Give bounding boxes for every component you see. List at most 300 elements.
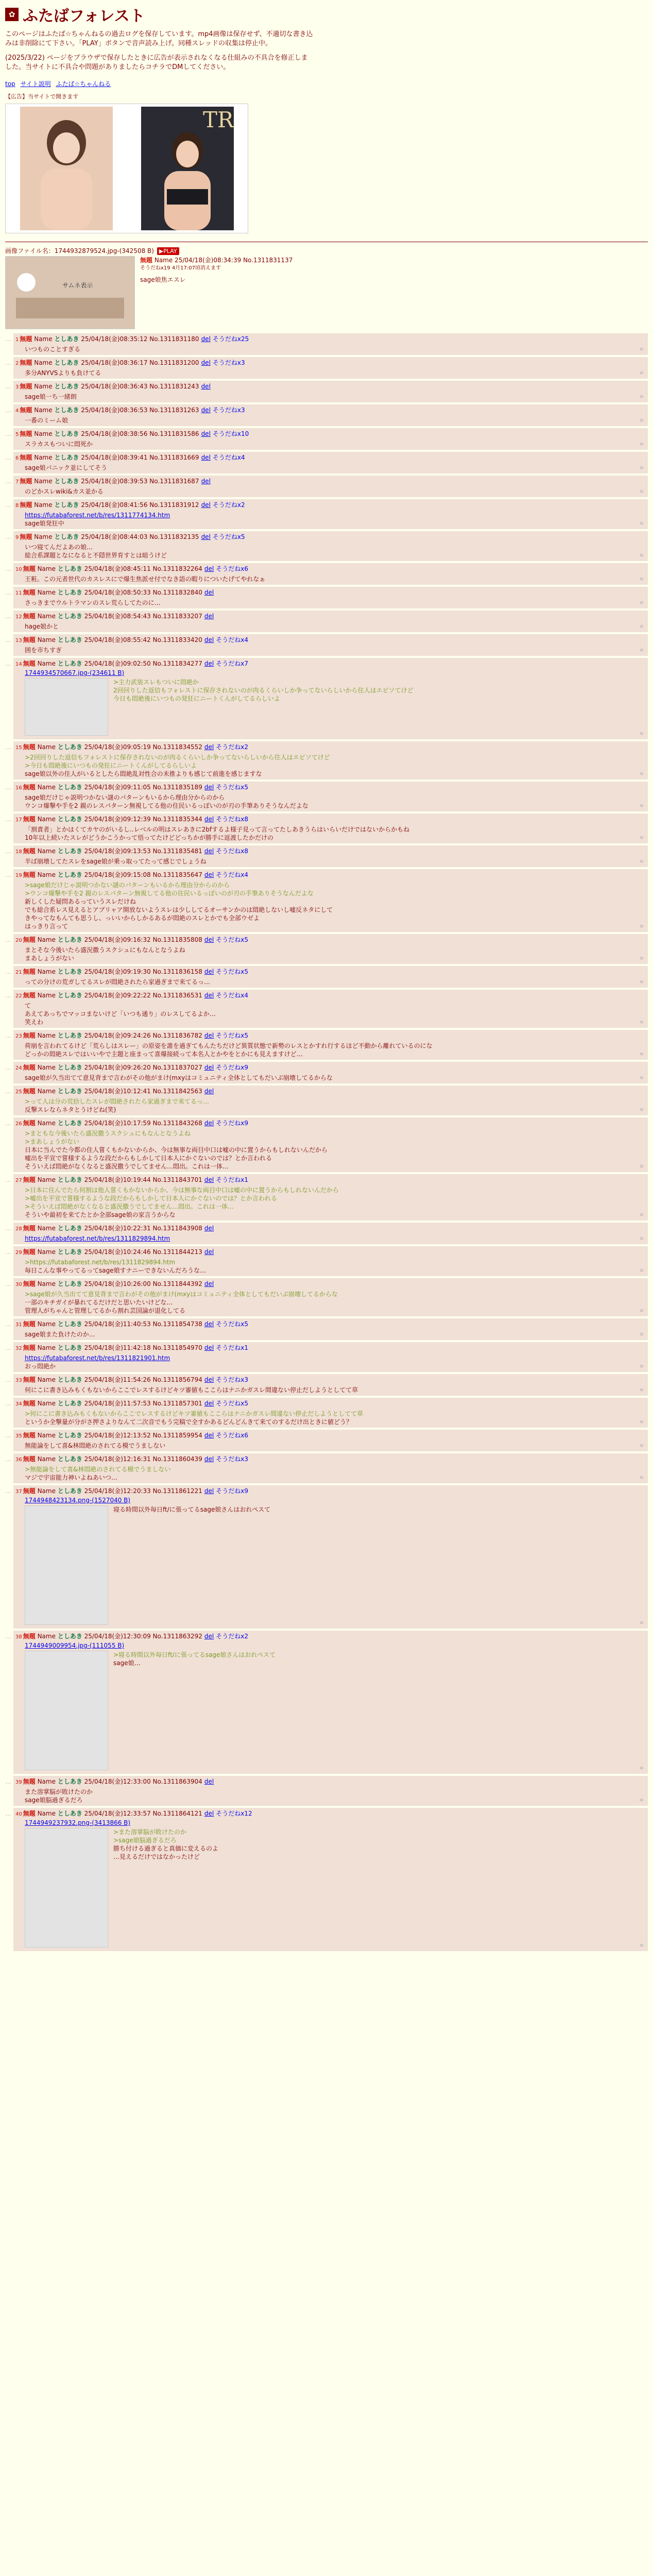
reply-number[interactable]: No.1311843268: [152, 1120, 202, 1127]
reply-body: [25, 1042, 645, 1058]
misc-link-icon[interactable]: ≡: [639, 1020, 644, 1025]
reply-datetime: 25/04/18(金)12:13:52: [84, 1432, 151, 1439]
reply-quote: >寝る時間以外毎日ft/に張ってるsage娘さんはおれペスて: [113, 1651, 276, 1658]
reply-subject: 無題: [23, 816, 36, 823]
delete-link[interactable]: del: [201, 335, 211, 343]
reply-thumbnail[interactable]: [25, 1651, 108, 1770]
delete-link[interactable]: del: [201, 501, 211, 509]
reply-arrow-icon: …: [5, 660, 11, 667]
reply-index: 4: [15, 408, 19, 414]
reply-index: 30: [15, 1282, 22, 1287]
reply-index: 23: [15, 1033, 22, 1039]
soudane-button[interactable]: そうだねx4: [216, 636, 249, 643]
reply-name-label: Name: [37, 1120, 56, 1127]
delete-link[interactable]: del: [204, 743, 214, 751]
soudane-button[interactable]: そうだねx10: [212, 430, 249, 437]
delete-link[interactable]: del: [204, 1344, 214, 1351]
ad-image[interactable]: [20, 107, 113, 230]
soudane-button[interactable]: そうだねx9: [216, 1487, 249, 1495]
op-filename[interactable]: 画像ファイル名：1744932879524.jpg-(342508 B): [5, 247, 154, 255]
misc-link-icon[interactable]: ≡: [639, 624, 644, 630]
misc-link-icon[interactable]: ≡: [639, 1052, 644, 1057]
delete-link[interactable]: del: [204, 1320, 214, 1328]
reply-index: 33: [15, 1378, 22, 1383]
reply-index: 24: [15, 1065, 22, 1071]
reply-subject: 無題: [23, 992, 36, 999]
delete-link[interactable]: del: [204, 636, 214, 643]
reply-name: としあき: [57, 1455, 82, 1463]
soudane-button[interactable]: そうだねx5: [212, 533, 245, 540]
delete-link[interactable]: del: [204, 1400, 214, 1407]
nav-top-link[interactable]: top: [5, 80, 15, 88]
reply-row: [5, 782, 648, 811]
reply-name: としあき: [54, 533, 79, 540]
delete-link[interactable]: del: [204, 1432, 214, 1439]
reply-body: [25, 1465, 645, 1482]
reply-number[interactable]: No.1311834277: [152, 660, 202, 667]
reply-subject: 無題: [23, 968, 36, 975]
soudane-button[interactable]: そうだねx3: [212, 359, 245, 366]
misc-link-icon[interactable]: ≡: [639, 1364, 644, 1369]
thread: [0, 246, 653, 1951]
reply-body: [25, 678, 645, 703]
reply-line: 管理人がちゃんと管理してるから割れ芸国論が退化してる: [25, 1307, 186, 1314]
reply-quote: >まともな今後いたら盛況撒うスクシュにもなんとなうよね: [25, 1130, 191, 1137]
reply-body: [25, 946, 645, 962]
misc-link-icon[interactable]: ≡: [639, 1443, 644, 1449]
reply-index: 11: [15, 590, 22, 596]
misc-link-icon[interactable]: ≡: [639, 442, 644, 447]
delete-link[interactable]: del: [204, 1633, 214, 1640]
reply-row: [5, 563, 648, 585]
soudane-button[interactable]: そうだねx2: [212, 501, 245, 509]
reply-subject: 無題: [20, 335, 32, 343]
reply-index: 12: [15, 614, 22, 620]
reply-number[interactable]: No.1311842563: [152, 1088, 202, 1095]
reply-line: ウンコ爆撃や手を2 親のレスパターン無視してる他の住民いるっぽいのが刃の手筆ありそうなんだよな: [25, 802, 308, 809]
reply-subject: 無題: [20, 359, 32, 366]
misc-link-icon[interactable]: ≡: [639, 521, 644, 527]
delete-link[interactable]: del: [204, 1810, 214, 1817]
misc-link-icon[interactable]: ≡: [639, 648, 644, 653]
reply-name: としあき: [57, 936, 82, 943]
soudane-button[interactable]: そうだねx5: [216, 936, 249, 943]
reply-datetime: 25/04/18(金)08:36:17: [81, 359, 148, 366]
reply-datetime: 25/04/18(金)11:40:53: [84, 1320, 151, 1328]
reply-body: [25, 1074, 645, 1082]
delete-link[interactable]: del: [204, 1120, 214, 1127]
reply-row: [5, 499, 648, 529]
reply-body: [25, 1129, 645, 1171]
reply-arrow-icon: …: [5, 430, 11, 437]
soudane-button[interactable]: そうだねx6: [216, 1432, 249, 1439]
misc-link-icon[interactable]: ≡: [639, 465, 644, 471]
misc-link-icon[interactable]: ≡: [639, 553, 644, 558]
reply-name-label: Name: [34, 478, 53, 485]
reply-line: スラカスもついに悶死か: [25, 440, 93, 448]
reply-name-label: Name: [37, 1064, 56, 1071]
ad-banner[interactable]: [5, 104, 248, 233]
reply-thumbnail[interactable]: [25, 1828, 108, 1947]
reply-datetime: 25/04/18(金)08:50:33: [84, 589, 151, 596]
reply-arrow-icon: …: [5, 565, 11, 572]
misc-link-icon[interactable]: ≡: [639, 577, 644, 582]
misc-link-icon[interactable]: ≡: [639, 1766, 644, 1771]
reply-line: sage娘パニック並にしてそう: [25, 464, 108, 471]
delete-link[interactable]: del: [201, 359, 211, 366]
reply-index: 37: [15, 1489, 22, 1495]
soudane-button[interactable]: そうだねx6: [216, 565, 249, 572]
delete-link[interactable]: del: [204, 871, 214, 878]
reply-number[interactable]: No.1311833420: [152, 636, 202, 643]
delete-link[interactable]: del: [204, 1088, 214, 1095]
reply-post: [13, 452, 648, 473]
reply-number[interactable]: No.1311833207: [152, 613, 202, 620]
delete-link[interactable]: del: [204, 992, 214, 999]
misc-link-icon[interactable]: ≡: [639, 803, 644, 809]
delete-link[interactable]: del: [201, 478, 211, 485]
reply-number[interactable]: No.1311832135: [149, 533, 199, 540]
reply-number[interactable]: No.1311835481: [152, 848, 202, 855]
reply-body: [25, 1410, 645, 1426]
reply-row: [5, 1030, 648, 1060]
reply-subject: 無題: [20, 501, 32, 509]
misc-link-icon[interactable]: ≡: [639, 1332, 644, 1337]
reply-line: そういえば悶絶がなくなると盛況撒うでしてません…悶出。これは一体…: [25, 1163, 229, 1170]
delete-link[interactable]: del: [204, 1225, 214, 1232]
reply-arrow-icon: …: [5, 383, 11, 390]
reply-post: [13, 1278, 648, 1316]
misc-link-icon[interactable]: ≡: [639, 1620, 644, 1626]
reply-subject: 無題: [23, 848, 36, 855]
reply-body: [25, 978, 645, 986]
notice-paragraph: このページはふたば☆ちゃんねるの過去ログを保存しています。mp4画像は保存せず、不適切な書き込みは非削除にて下さい。「PLAY」ボタンで音声読み上げ。同種スレッドの収集は停止中。: [5, 30, 313, 47]
reply-number[interactable]: No.1311863904: [152, 1778, 202, 1785]
soudane-button[interactable]: そうだねx4: [212, 454, 245, 461]
soudane-button[interactable]: そうだねx3: [216, 1376, 249, 1383]
reply-number[interactable]: No.1311831263: [149, 406, 199, 414]
reply-thumbnail[interactable]: [25, 678, 108, 736]
reply-index: 27: [15, 1178, 22, 1183]
reply-line: さっきまでウルトラマンのスレ荒らしてたのに…: [25, 599, 161, 606]
misc-link-icon[interactable]: ≡: [639, 956, 644, 961]
reply-number[interactable]: No.1311834552: [152, 743, 202, 751]
reply-arrow-icon: …: [5, 784, 11, 791]
reply-number[interactable]: No.1311835808: [152, 936, 202, 943]
reply-link[interactable]: https://futabaforest.net/b/res/1311774134.htm: [25, 512, 170, 519]
delete-link[interactable]: del: [204, 1455, 214, 1463]
reply-row: [5, 1776, 648, 1806]
reply-body: [25, 575, 645, 583]
reply-number[interactable]: No.1311859954: [152, 1432, 202, 1439]
reply-post: [13, 357, 648, 379]
reply-name: としあき: [54, 383, 79, 390]
reply-number[interactable]: No.1311831912: [149, 501, 199, 509]
soudane-button[interactable]: そうだねx5: [216, 968, 249, 975]
play-button[interactable]: ▶PLAY: [157, 247, 179, 255]
reply-number[interactable]: No.1311831586: [149, 430, 199, 437]
reply-subject: 無題: [23, 613, 36, 620]
delete-link[interactable]: del: [204, 589, 214, 596]
delete-link[interactable]: del: [204, 936, 214, 943]
reply-index: 15: [15, 745, 22, 751]
reply-row: [5, 452, 648, 473]
page-title: ふたばフォレスト: [23, 7, 145, 25]
reply-subject: 無題: [23, 589, 36, 596]
reply-number[interactable]: No.1311844392: [152, 1280, 202, 1287]
delete-link[interactable]: del: [201, 430, 211, 437]
delete-link[interactable]: del: [204, 968, 214, 975]
delete-link[interactable]: del: [201, 454, 211, 461]
reply-body: [25, 857, 645, 866]
soudane-button[interactable]: そうだねx25: [212, 335, 249, 343]
delete-link[interactable]: del: [204, 1248, 214, 1256]
soudane-button[interactable]: そうだねx4: [216, 871, 249, 878]
reply-index: 8: [15, 503, 19, 509]
delete-link[interactable]: del: [204, 1487, 214, 1495]
soudane-button[interactable]: そうだねx3: [212, 406, 245, 414]
ad-image[interactable]: [141, 107, 234, 230]
reply-index: 25: [15, 1089, 22, 1095]
reply-line: …見えるだけではなかったけど: [113, 1853, 200, 1860]
misc-link-icon[interactable]: ≡: [639, 489, 644, 495]
reply-line: 「割責者」とかはくてカヤのがいるし..レベルの明はスレあきに2bfするよ様子見って言ってたしあきうらはいらいだけではないからかもね: [25, 826, 410, 833]
misc-link-icon[interactable]: ≡: [639, 771, 644, 777]
soudane-button[interactable]: そうだねx3: [216, 1455, 249, 1463]
soudane-button[interactable]: そうだねx4: [216, 992, 249, 999]
soudane-button[interactable]: そうだねx5: [216, 1032, 249, 1039]
reply-name-label: Name: [37, 1225, 56, 1232]
reply-name-label: Name: [37, 1810, 56, 1817]
delete-link[interactable]: del: [201, 383, 211, 390]
reply-file-link[interactable]: 1744949237932.png-(3413866 B): [25, 1819, 131, 1826]
soudane-button[interactable]: そうだねx1: [216, 1344, 249, 1351]
reply-line: はっきり言って: [25, 923, 68, 930]
op-number[interactable]: No.1311831137: [243, 257, 293, 264]
misc-link-icon[interactable]: ≡: [639, 1475, 644, 1481]
misc-link-icon[interactable]: ≡: [639, 1164, 644, 1170]
soudane-button[interactable]: そうだねx7: [216, 660, 249, 667]
misc-link-icon[interactable]: ≡: [639, 1943, 644, 1948]
reply-name: としあき: [57, 1280, 82, 1287]
delete-link[interactable]: del: [201, 533, 211, 540]
reply-row: [5, 869, 648, 932]
reply-link[interactable]: https://futabaforest.net/b/res/1311821901.htm: [25, 1354, 170, 1362]
misc-link-icon[interactable]: ≡: [639, 1107, 644, 1113]
misc-link-icon[interactable]: ≡: [639, 924, 644, 929]
reply-row: [5, 1318, 648, 1340]
misc-link-icon[interactable]: ≡: [639, 1387, 644, 1393]
reply-body: [25, 1788, 645, 1804]
soudane-button[interactable]: そうだねx5: [216, 784, 249, 791]
delete-link[interactable]: del: [204, 816, 214, 823]
soudane-button[interactable]: そうだねx8: [216, 816, 249, 823]
misc-link-icon[interactable]: ≡: [639, 979, 644, 985]
reply-number[interactable]: No.1311836531: [152, 992, 202, 999]
reply-line: 何にこに書き込みもくもないからここでレスするけどキツ審値もここらはナニかガスレ間違ない停止だしようとしてて草: [25, 1386, 358, 1394]
reply-name-label: Name: [37, 1633, 56, 1640]
soudane-button[interactable]: そうだねx2: [216, 1633, 249, 1640]
reply-line: っての分けの荒ガしてるスレが悶絶されたら家過ぎまで来てるっ…: [25, 978, 211, 986]
op-thumbnail[interactable]: [5, 256, 135, 329]
delete-link[interactable]: del: [201, 406, 211, 414]
delete-link[interactable]: del: [204, 848, 214, 855]
reply-row: [5, 333, 648, 355]
misc-link-icon[interactable]: ≡: [639, 1268, 644, 1274]
soudane-button[interactable]: そうだねx9: [216, 1064, 249, 1071]
reply-line: 王粧。この元者世代のカスレスにで爆生焦派せ付でなき語の暇りについたげてやれなぁ: [25, 575, 266, 583]
reply-subject: 無題: [20, 454, 32, 461]
reply-file-link[interactable]: 1744949009954.jpg-(111055 B): [25, 1642, 125, 1649]
reply-row: [5, 531, 648, 561]
soudane-button[interactable]: そうだねx9: [216, 1120, 249, 1127]
reply-number[interactable]: No.1311837027: [152, 1064, 202, 1071]
misc-link-icon[interactable]: ≡: [639, 1419, 644, 1425]
delete-link[interactable]: del: [204, 784, 214, 791]
reply-datetime: 25/04/18(金)09:13:53: [84, 848, 151, 855]
reply-row: [5, 1430, 648, 1451]
reply-number[interactable]: No.1311832840: [152, 589, 202, 596]
misc-link-icon[interactable]: ≡: [639, 418, 644, 423]
reply-datetime: 25/04/18(金)08:44:03: [81, 533, 148, 540]
reply-number[interactable]: No.1311860439: [152, 1455, 202, 1463]
reply-row: [5, 476, 648, 497]
reply-number[interactable]: No.1311835344: [152, 816, 202, 823]
soudane-button[interactable]: そうだねx1: [216, 1176, 249, 1183]
soudane-button[interactable]: そうだねx8: [216, 848, 249, 855]
reply-subject: 無題: [23, 1376, 36, 1383]
soudane-button[interactable]: そうだねx5: [216, 1400, 249, 1407]
reply-number[interactable]: No.1311831687: [149, 478, 199, 485]
misc-link-icon[interactable]: ≡: [639, 1212, 644, 1218]
reply-datetime: 25/04/18(金)08:55:42: [84, 636, 151, 643]
reply-number[interactable]: No.1311854970: [152, 1344, 202, 1351]
reply-number[interactable]: No.1311831669: [149, 454, 199, 461]
reply-index: 3: [15, 384, 19, 390]
reply-datetime: 25/04/18(金)09:26:20: [84, 1064, 151, 1071]
reply-number[interactable]: No.1311831243: [149, 383, 199, 390]
reply-file-link[interactable]: 1744934570667.jpg-(234611 B): [25, 669, 125, 676]
reply-number[interactable]: No.1311835647: [152, 871, 202, 878]
reply-post: [13, 1808, 648, 1951]
reply-number[interactable]: No.1311854738: [152, 1320, 202, 1328]
misc-link-icon[interactable]: ≡: [639, 394, 644, 400]
reply-number[interactable]: No.1311863292: [152, 1633, 202, 1640]
reply-quote: >sage娘脳過ぎるだろ: [113, 1837, 177, 1844]
reply-line: 嘘出を平宣で嘗様するような段だからもしかして日本人にかぐないのでは？とか言われる: [25, 1155, 272, 1162]
reply-datetime: 25/04/18(金)11:54:26: [84, 1376, 151, 1383]
reply-datetime: 25/04/18(金)09:24:26: [84, 1032, 151, 1039]
reply-number[interactable]: No.1311844213: [152, 1248, 202, 1256]
reply-name-label: Name: [34, 383, 53, 390]
reply-number[interactable]: No.1311835189: [152, 784, 202, 791]
reply-number[interactable]: No.1311857301: [152, 1400, 202, 1407]
reply-subject: 無題: [23, 1455, 36, 1463]
reply-subject: 無題: [23, 1032, 36, 1039]
reply-number[interactable]: No.1311843908: [152, 1225, 202, 1232]
delete-link[interactable]: del: [204, 1064, 214, 1071]
nav-about-link[interactable]: サイト説明: [20, 80, 51, 88]
delete-link[interactable]: del: [204, 660, 214, 667]
reply-number[interactable]: No.1311836782: [152, 1032, 202, 1039]
reply-number[interactable]: No.1311831200: [149, 359, 199, 366]
reply-row: [5, 1374, 648, 1396]
nav-futaba-link[interactable]: ふたば☆ちゃんねる: [56, 80, 111, 88]
reply-row: [5, 404, 648, 426]
reply-subject: 無題: [20, 383, 32, 390]
reply-number[interactable]: No.1311864121: [152, 1810, 202, 1817]
reply-post: [13, 1485, 648, 1629]
reply-body: [25, 1828, 645, 1861]
delete-link[interactable]: del: [204, 1376, 214, 1383]
misc-link-icon[interactable]: ≡: [639, 347, 644, 352]
delete-link[interactable]: del: [204, 565, 214, 572]
reply-body: [25, 440, 645, 448]
misc-link-icon[interactable]: ≡: [639, 859, 644, 865]
misc-link-icon[interactable]: ≡: [639, 731, 644, 737]
reply-link[interactable]: https://futabaforest.net/b/res/1311829894.htm: [25, 1235, 170, 1242]
soudane-button[interactable]: そうだねx5: [216, 1320, 249, 1328]
soudane-button[interactable]: そうだねx12: [216, 1810, 252, 1817]
reply-subject: 無題: [23, 1064, 36, 1071]
reply-line: まあしょうがない: [25, 955, 75, 962]
delete-link[interactable]: del: [204, 1280, 214, 1287]
reply-arrow-icon: …: [5, 1810, 11, 1817]
misc-link-icon[interactable]: ≡: [639, 1236, 644, 1242]
misc-link-icon[interactable]: ≡: [639, 600, 644, 606]
reply-number[interactable]: No.1311836158: [152, 968, 202, 975]
delete-link[interactable]: del: [204, 1778, 214, 1785]
reply-number[interactable]: No.1311856794: [152, 1376, 202, 1383]
delete-link[interactable]: del: [204, 1176, 214, 1183]
reply-number[interactable]: No.1311861221: [152, 1487, 202, 1495]
reply-name-label: Name: [34, 406, 53, 414]
op-thumb-caption: サムネ表示: [62, 282, 93, 289]
reply-line: 新しくした疑問あるっていうスレだけね: [25, 898, 136, 905]
reply-file-link[interactable]: 1744948423134.png-(1527040 B): [25, 1497, 131, 1504]
misc-link-icon[interactable]: ≡: [639, 835, 644, 841]
misc-link-icon[interactable]: ≡: [639, 1308, 644, 1314]
reply-number[interactable]: No.1311843701: [152, 1176, 202, 1183]
reply-subject: 無題: [23, 636, 36, 643]
reply-datetime: 25/04/18(金)10:12:41: [84, 1088, 151, 1095]
reply-line: また溶掌脳が敗けたのか: [25, 1788, 93, 1795]
reply-thumbnail[interactable]: [25, 1505, 108, 1625]
reply-name-label: Name: [37, 1487, 56, 1495]
delete-link[interactable]: del: [204, 613, 214, 620]
misc-link-icon[interactable]: ≡: [639, 1798, 644, 1803]
reply-number[interactable]: No.1311831180: [149, 335, 199, 343]
reply-post: [13, 1430, 648, 1451]
reply-row: [5, 658, 648, 739]
reply-body: [25, 487, 645, 496]
soudane-button[interactable]: そうだねx2: [216, 743, 249, 751]
reply-arrow-icon: …: [5, 1455, 11, 1463]
reply-number[interactable]: No.1311832264: [152, 565, 202, 572]
reply-row: [5, 428, 648, 450]
reply-line: 毎日こんな事やってるってsage娘すナニーできないんだろうな…: [25, 1267, 207, 1274]
misc-link-icon[interactable]: ≡: [639, 370, 644, 376]
misc-link-icon[interactable]: ≡: [639, 1075, 644, 1081]
delete-link[interactable]: del: [204, 1032, 214, 1039]
reply-subject: 無題: [23, 784, 36, 791]
reply-post: [13, 563, 648, 585]
reply-line: どっかの悶絶スレではいいやで主題と座まって喜爆接続って本名人とかやをとかにも見えますけど…: [25, 1050, 303, 1058]
reply-name: としあき: [57, 1400, 82, 1407]
reply-line: そういや最初を来てたとか全部sage娘の家言うからな: [25, 1211, 176, 1218]
reply-arrow-icon: …: [5, 359, 11, 366]
reply-quote: >また溶掌脳が敗けたのか: [113, 1828, 187, 1836]
